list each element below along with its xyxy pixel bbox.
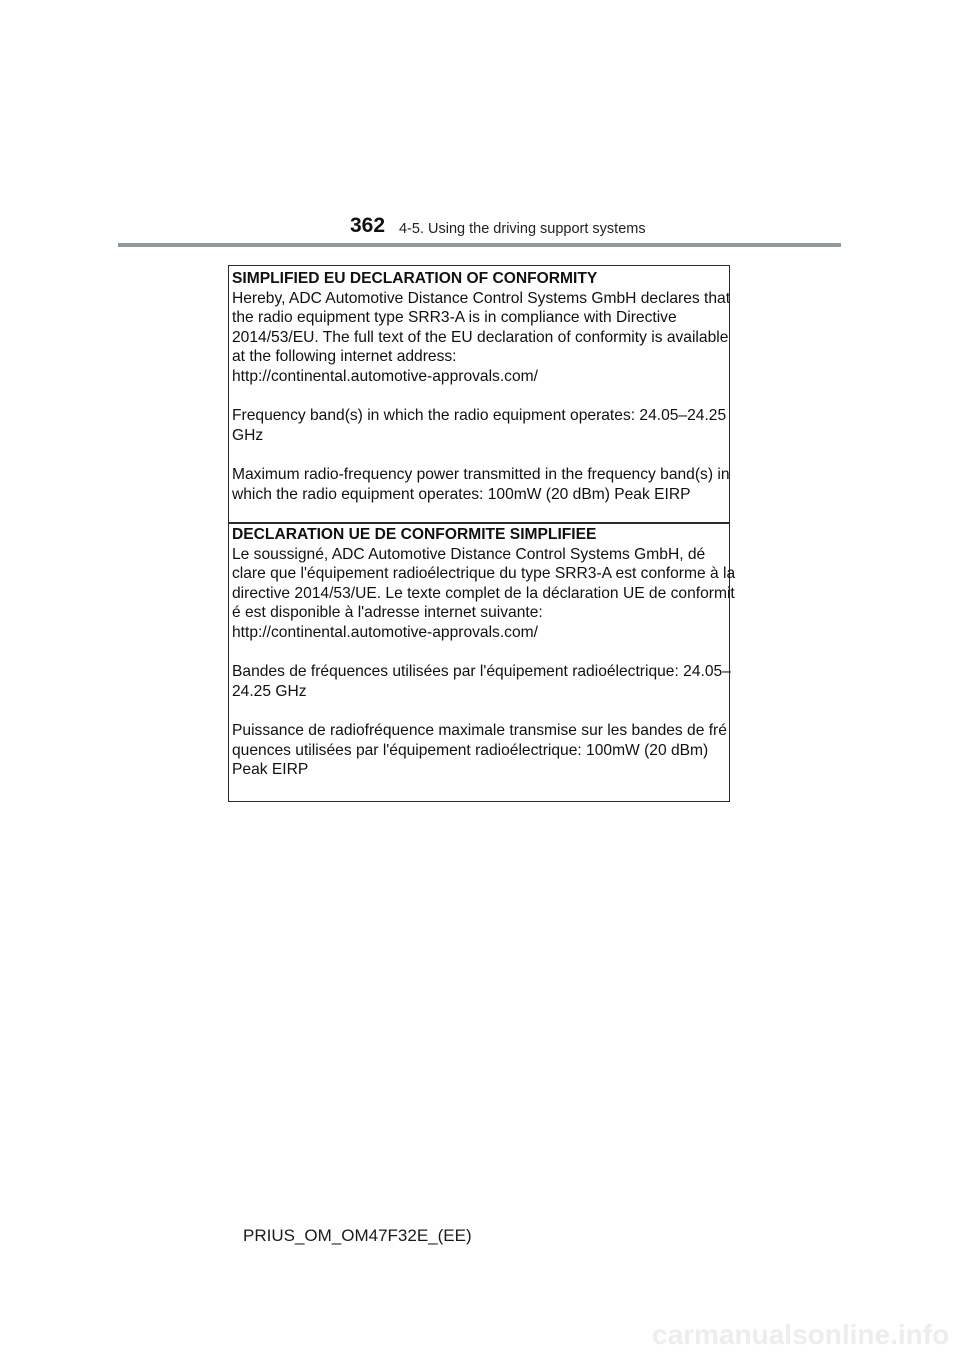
text-line: é est disponible à l'adresse internet suivante: — [232, 604, 543, 622]
declaration-paragraph — [232, 465, 730, 504]
document-code: PRIUS_OM_OM47F32E_(EE) — [243, 1226, 472, 1245]
text-line: quences utilisées par l'équipement radioélectrique: 100mW (20 dBm) — [232, 741, 709, 759]
section-divider — [229, 522, 729, 524]
text-line: Frequency band(s) in which the radio equipment operates: 24.05–24.25 — [232, 407, 727, 425]
text-line: 24.25 GHz — [232, 682, 307, 700]
text-line: at the following internet address: — [232, 348, 457, 366]
declaration-paragraph — [232, 406, 726, 445]
paragraph-spacer — [232, 387, 726, 407]
text-line: http://continental.automotive-approvals.com/ — [232, 367, 538, 385]
eu-declaration-french — [229, 525, 736, 780]
declaration-heading: DECLARATION UE DE CONFORMITE SIMPLIFIEE — [232, 526, 597, 543]
watermark: carmanualsonline.info — [652, 1319, 950, 1350]
paragraph-spacer — [232, 445, 726, 465]
text-line: 2014/53/EU. The full text of the EU declaration of conformity is available — [232, 328, 729, 346]
text-line: Le soussigné, ADC Automotive Distance Control Systems GmbH, dé — [232, 545, 706, 563]
text-line: clare que l'équipement radioélectrique du type SRR3-A est conforme à la — [232, 565, 736, 583]
section-title: 4-5. Using the driving support systems — [399, 221, 646, 237]
paragraph-spacer — [232, 643, 726, 663]
text-line: http://continental.automotive-approvals.com/ — [232, 623, 538, 641]
text-line: Puissance de radiofréquence maximale transmise sur les bandes de fré — [232, 721, 727, 739]
page-number: 362 — [350, 214, 386, 237]
text-line: Bandes de fréquences utilisées par l'équipement radioélectrique: 24.05– — [232, 663, 731, 681]
text-line: Peak EIRP — [232, 761, 309, 779]
declaration-heading: SIMPLIFIED EU DECLARATION OF CONFORMITY — [232, 270, 598, 287]
text-line: directive 2014/53/UE. Le texte complet de la déclaration UE de conformit — [232, 584, 735, 602]
paragraph-spacer — [232, 701, 726, 721]
declaration-paragraph — [232, 545, 736, 643]
text-line: GHz — [232, 426, 264, 444]
declaration-box — [228, 265, 736, 802]
text-line: the radio equipment type SRR3-A is in compliance with Directive — [232, 309, 677, 327]
text-line: which the radio equipment operates: 100mW (20 dBm) Peak EIRP — [232, 485, 691, 503]
declaration-paragraph — [232, 289, 731, 387]
text-line: Hereby, ADC Automotive Distance Control Systems GmbH declares that — [232, 289, 731, 307]
declaration-paragraph — [232, 721, 726, 780]
declaration-paragraph — [232, 662, 731, 701]
eu-declaration-english — [229, 269, 729, 504]
header-divider — [118, 243, 841, 247]
text-line: Maximum radio-frequency power transmitted in the frequency band(s) in — [232, 465, 730, 483]
